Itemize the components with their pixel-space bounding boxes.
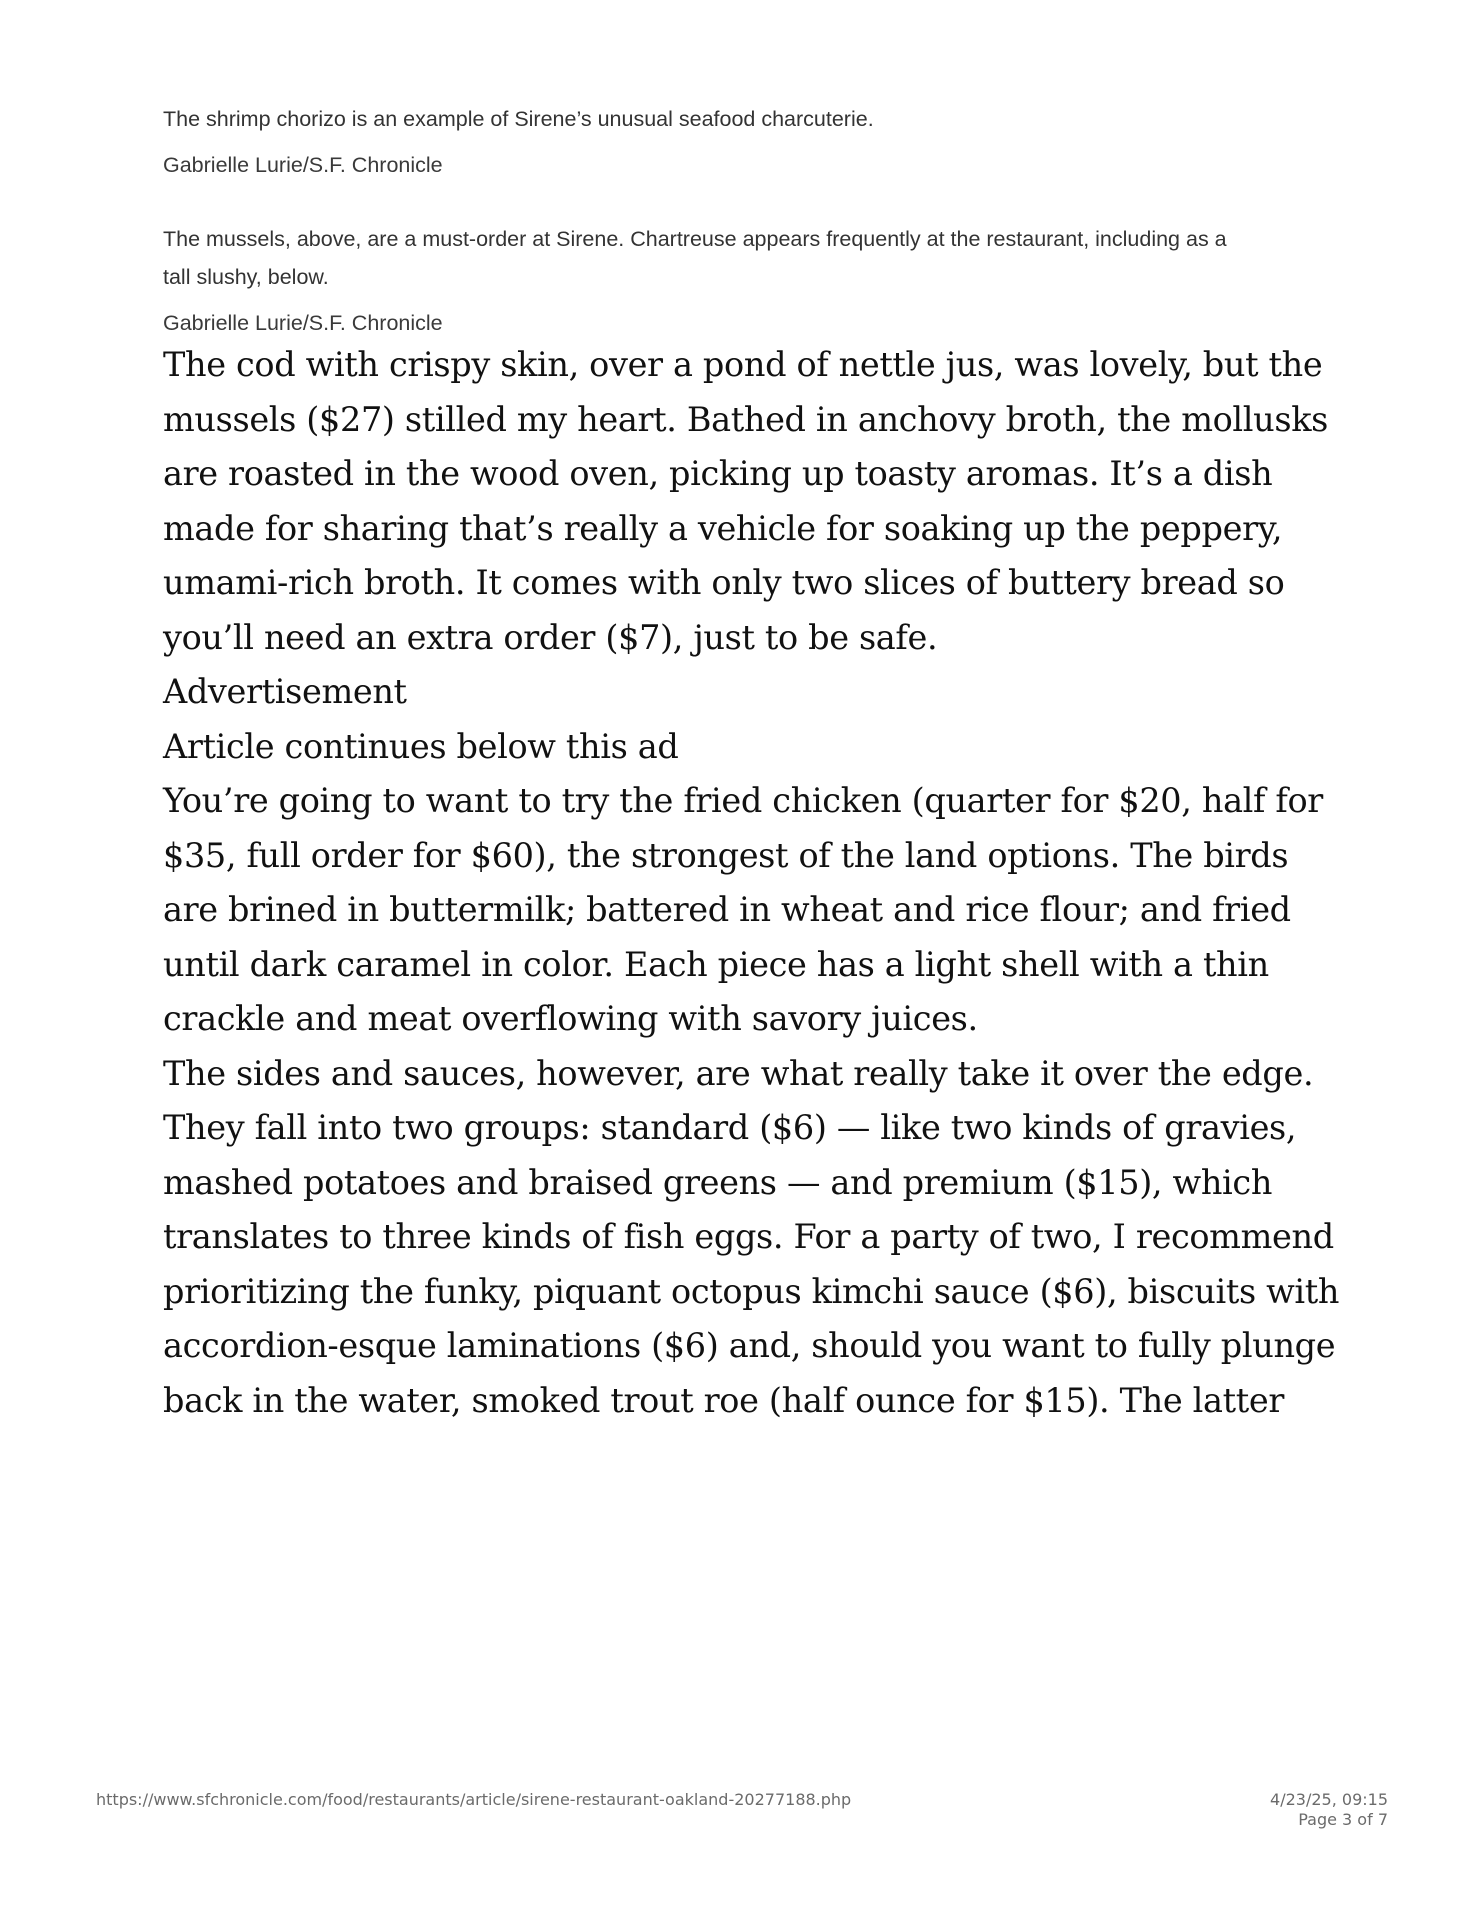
advertisement-label: Advertisement: [163, 672, 407, 711]
article-body: [163, 338, 1343, 1428]
caption-text: The mussels, above, are a must-order at Sirene. Chartreuse appears frequently at the restaurant, including as a tall slushy, below.: [163, 227, 1227, 289]
article-continues-label: Article continues below this ad: [163, 726, 679, 766]
article-paragraph-fried-chicken: You’re going to want to try the fried chicken (quarter for $20, half for $35, full order for $60), the strongest of the land options. The birds are brined in buttermilk; battered in wheat and rice flour; and fried until dark caramel in color. Each piece has a light shell with a thin crackle and meat overflowing with savory juices.: [163, 781, 1323, 1038]
article-paragraph-sides-sauces: The sides and sauces, however, are what really take it over the edge. They fall into two groups: standard ($6) — like two kinds of gravies, mashed potatoes and braised greens — and premium ($15), which translates to three kinds of fish eggs. For a party of two, I recommend prioritizing the funky, piquant octopus kimchi sauce ($6), biscuits with accordion-esque laminations ($6) and, should you want to fully plunge back in the water, smoked trout roe (half ounce for $15). The latter: [163, 1053, 1340, 1420]
footer-meta: [1270, 1790, 1388, 1830]
footer-page-number: Page 3 of 7: [1298, 1810, 1388, 1829]
caption-credit: Gabrielle Lurie/S.F. Chronicle: [163, 311, 443, 335]
photo-caption-mussels: [163, 220, 1343, 338]
caption-text: The shrimp chorizo is an example of Sirene’s unusual seafood charcuterie.: [163, 107, 874, 131]
footer-datetime: 4/23/25, 09:15: [1270, 1790, 1388, 1809]
photo-caption-shrimp-chorizo: [163, 100, 1343, 180]
article-paragraph-cod-mussels: The cod with crispy skin, over a pond of nettle jus, was lovely, but the mussels ($27) stilled my heart. Bathed in anchovy broth, the mollusks are roasted in the wood oven, picking up toasty aromas. It’s a dish made for sharing that’s really a vehicle for soaking up the peppery, umami-rich broth. It comes with only two slices of buttery bread so you’ll need an extra order ($7), just to be safe.: [163, 345, 1329, 657]
caption-credit: Gabrielle Lurie/S.F. Chronicle: [163, 153, 443, 177]
article-content: [163, 100, 1343, 1428]
footer-url[interactable]: https://www.sfchronicle.com/food/restaurants/article/sirene-restaurant-oakland-20277188.php: [96, 1790, 852, 1809]
